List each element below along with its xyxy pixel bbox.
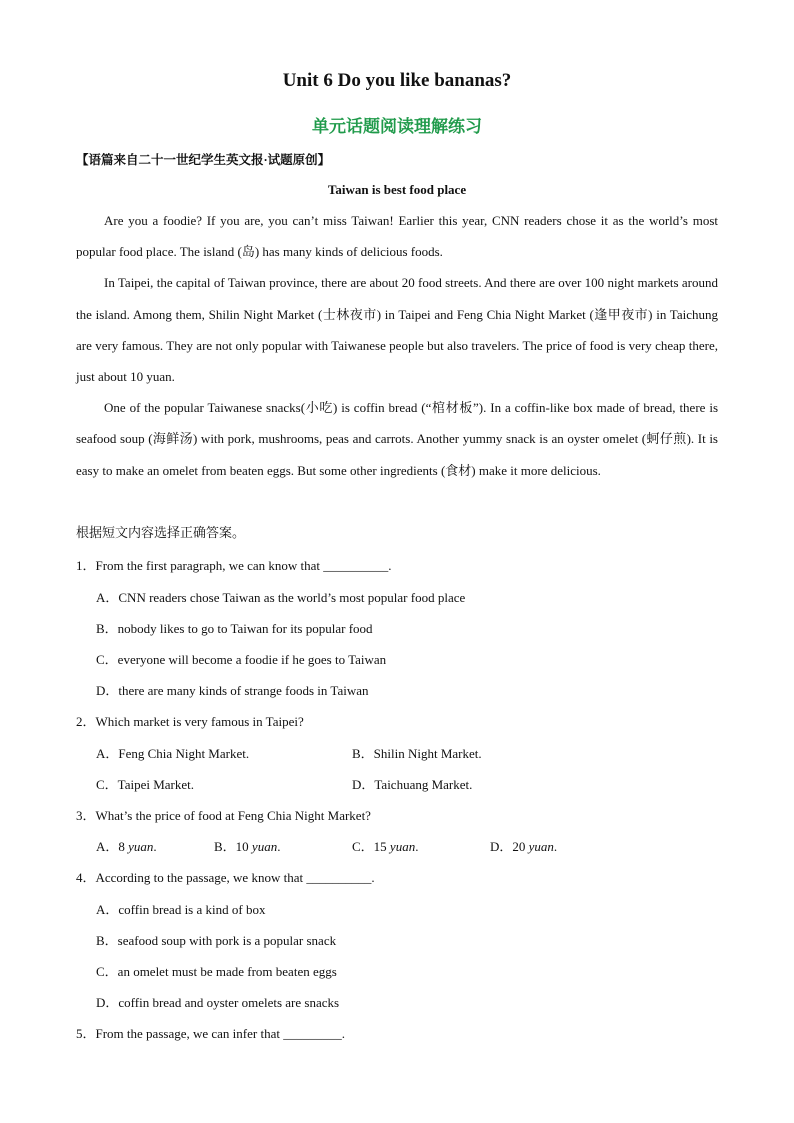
answer-option: B．Shilin Night Market. (352, 746, 482, 761)
answer-option (214, 836, 280, 855)
answer-option: D．coffin bread and oyster omelets are snacks (96, 995, 340, 1010)
answer-option (96, 836, 157, 855)
answer-option: C．Taipei Market. (96, 777, 195, 792)
answer-option: B．seafood soup with pork is a popular snack (96, 933, 337, 948)
option-label: A．8 (96, 839, 129, 854)
source-note: 【语篇来自二十一世纪学生英文报·试题原创】 (76, 153, 331, 167)
option-label: B．10 (214, 839, 252, 854)
answer-option (490, 836, 557, 855)
question-stem: 3．What’s the price of food at Feng Chia Night Market? (76, 808, 371, 823)
answer-option: A．Feng Chia Night Market. (96, 746, 250, 761)
paragraph: In Taipei, the capital of Taiwan province, there are about 20 food streets. And there are over 100 night markets around the island. Among them, Shilin Night Market (士林夜市) in Taipei and Feng Chia Night Market (逢甲夜市) in Taichung are very famous. They are not only popular with Taiwanese people but also travelers. The price of food is very cheap there, just about 10 yuan. (76, 275, 718, 385)
paragraph: Are you a foodie? If you are, you can’t miss Taiwan! Earlier this year, CNN readers chose it as the world’s most popular food place. The island (岛) has many kinds of delicious foods. (76, 213, 718, 260)
option-end: . (277, 839, 281, 854)
answer-option: C．everyone will become a foodie if he goes to Taiwan (96, 652, 387, 667)
page-title: Unit 6 Do you like bananas? (282, 70, 512, 91)
paragraph: One of the popular Taiwanese snacks(小吃) is coffin bread (“棺材板”). In a coffin-like box made of bread, there is seafood soup (海鲜汤) with pork, mushrooms, peas and carrots. Another yummy snack is an oyster omelet (蚵仔煎). It is easy to make an omelet from beaten eggs. But some other ingredients (食材) make it more delicious. (76, 400, 718, 478)
page-subtitle: 单元话题阅读理解练习 (312, 117, 482, 136)
answer-option: D．Taichuang Market. (352, 777, 473, 792)
answer-option: B．nobody likes to go to Taiwan for its popular food (96, 621, 373, 636)
option-label: C．15 (352, 839, 390, 854)
answer-option: D．there are many kinds of strange foods in Taiwan (96, 683, 369, 698)
reading-passage (76, 205, 718, 486)
question-stem: 2．Which market is very famous in Taipei? (76, 714, 304, 729)
answer-option (352, 836, 418, 855)
option-unit: yuan (128, 839, 154, 854)
option-end: . (553, 839, 558, 854)
option-label: D．20 (490, 839, 529, 854)
instruction: 根据短文内容选择正确答案。 (76, 525, 246, 540)
answer-option: A．CNN readers chose Taiwan as the world’s most popular food place (96, 590, 466, 605)
question-stem: 5．From the passage, we can infer that _________. (76, 1026, 345, 1041)
question-stem: 4．According to the passage, we know that __________. (76, 870, 375, 885)
option-unit: yuan (251, 839, 278, 854)
option-end: . (153, 839, 157, 854)
option-unit: yuan (528, 839, 554, 854)
article-title: Taiwan is best food place (327, 182, 467, 197)
answer-option: C．an omelet must be made from beaten eggs (96, 964, 337, 979)
question-stem: 1．From the first paragraph, we can know that __________. (76, 558, 392, 573)
option-unit: yuan (389, 839, 416, 854)
option-end: . (415, 839, 419, 854)
answer-option: A．coffin bread is a kind of box (96, 902, 266, 917)
